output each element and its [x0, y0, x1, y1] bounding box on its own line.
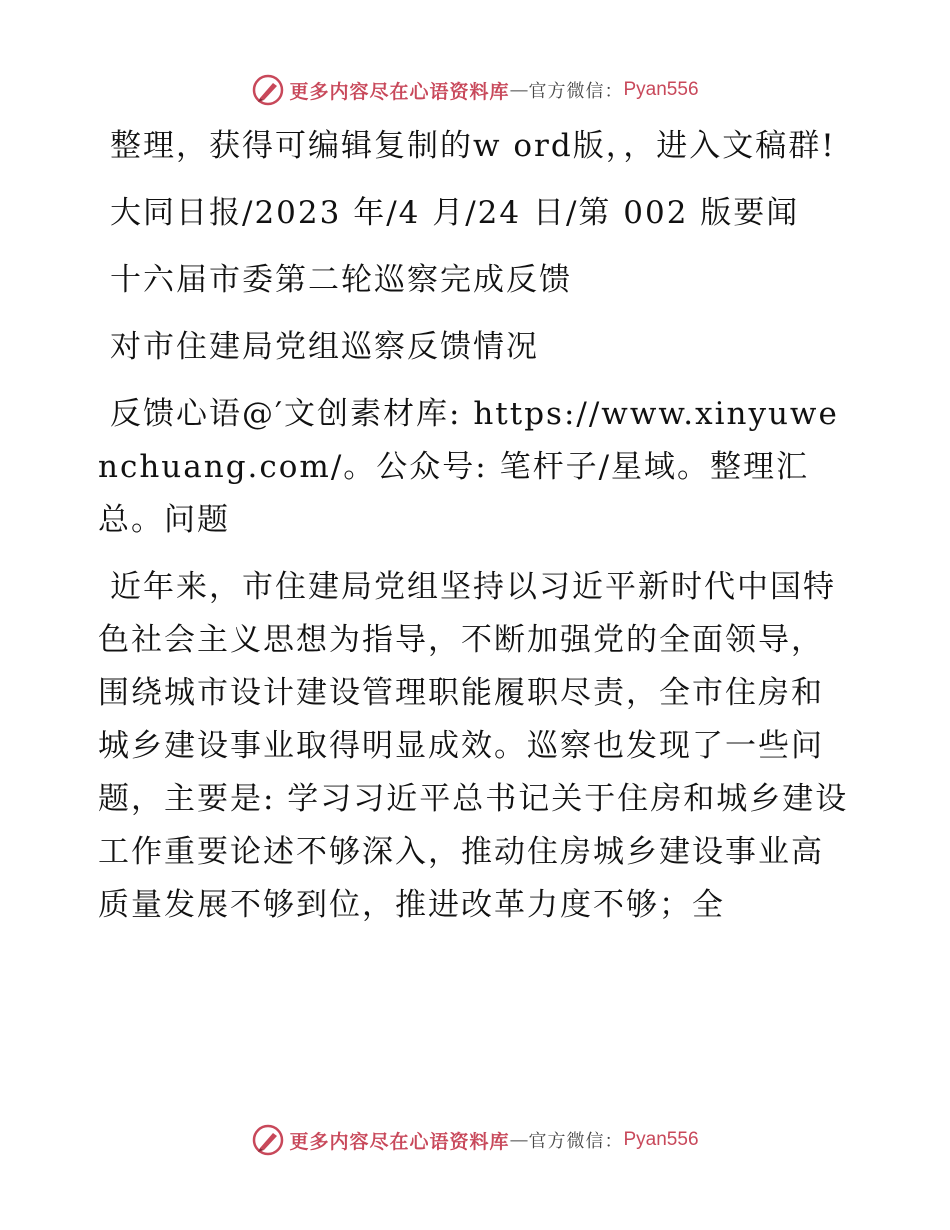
banner-slogan: 更多内容尽在心语资料库	[289, 80, 510, 103]
paragraph-source: 大同日报/2023 年/4 月/24 日/第 002 版要闻	[110, 195, 800, 231]
banner-separator: —	[509, 1129, 529, 1151]
footer-banner	[0, 1120, 950, 1160]
banner-wechat-label: 官方微信：	[528, 1131, 624, 1152]
banner-wechat-id: Pyan556	[623, 1129, 699, 1150]
pen-logo-icon	[251, 73, 285, 107]
paragraph-headline: 十六届市委第二轮巡察完成反馈	[110, 262, 572, 298]
banner-slogan: 更多内容尽在心语资料库	[289, 1130, 510, 1153]
header-banner	[0, 70, 950, 110]
paragraph-reference: 反馈心语@′文创素材库: https://www.xinyuwenchuang.com/。公众号: 笔杆子/星域。整理汇总。问题	[98, 396, 839, 538]
paragraph-intro: 整理，获得可编辑复制的w ord版，，进入文稿群!	[110, 128, 836, 164]
banner-wechat-id: Pyan556	[623, 79, 699, 100]
paragraph-body: 近年来，市住建局党组坚持以习近平新时代中国特色社会主义思想为指导，不断加强党的全面领导，围绕城市设计建设管理职能履职尽责，全市住房和城乡建设事业取得明显成效。巡察也发现了一些问题，主要是: 学习习近平总书记关于住房和城乡建设工作重要论述不够深入，推动住房城乡建设事业高质量发展不够到位，推进改革力度不够；全	[98, 569, 849, 923]
document-body	[98, 120, 850, 932]
banner-separator: —	[509, 79, 529, 101]
banner-wechat-label: 官方微信：	[528, 81, 624, 102]
pen-logo-icon	[251, 1123, 285, 1157]
paragraph-subheadline: 对市住建局党组巡察反馈情况	[110, 329, 539, 365]
